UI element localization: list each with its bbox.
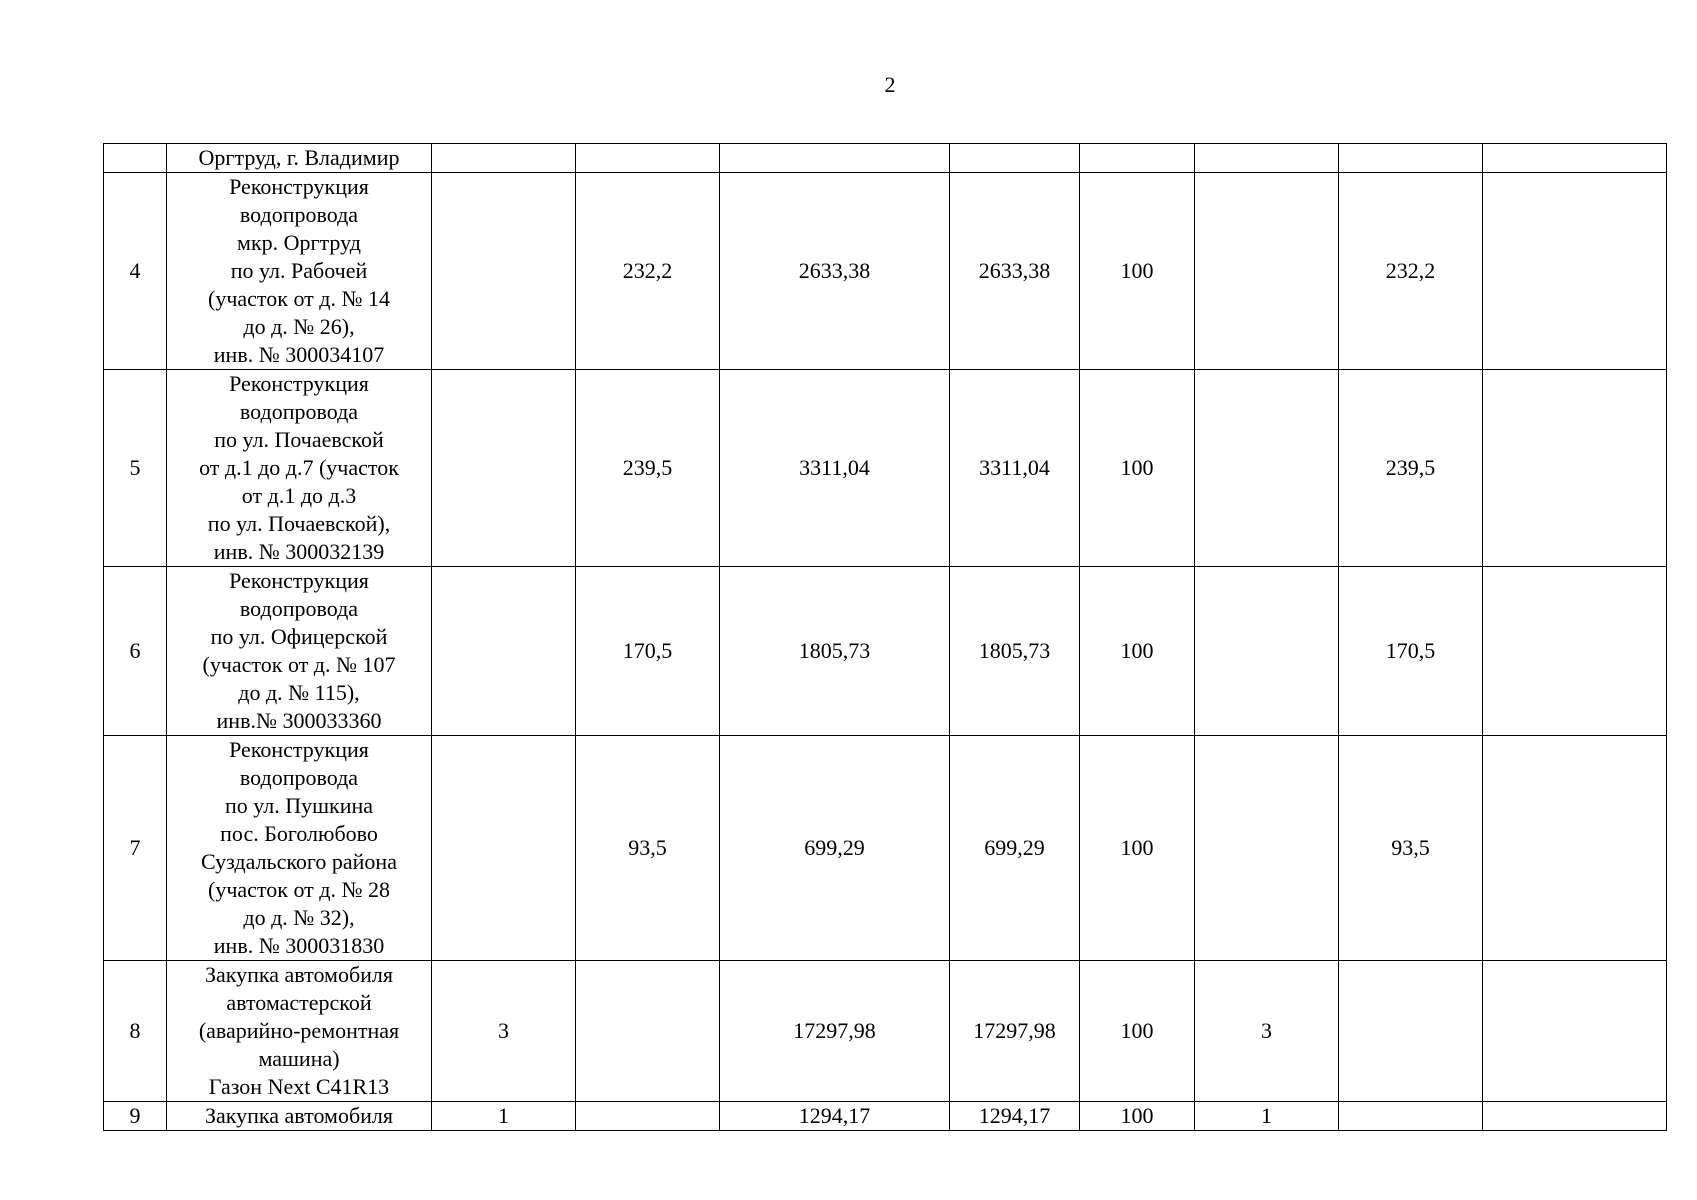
table-row xyxy=(104,1102,1667,1131)
cell-col4: 232,2 xyxy=(576,173,720,370)
cell-col3: 3 xyxy=(432,961,576,1102)
page-number: 2 xyxy=(884,72,896,97)
cell-description: Реконструкция водопровода по ул. Офицерской (участок от д. № 107 до д. № 115), инв.№ 300033360 xyxy=(167,567,432,736)
cell-col6: 17297,98 xyxy=(950,961,1080,1102)
cell-col6: 3311,04 xyxy=(950,370,1080,567)
cell-description: Закупка автомобиля автомастерской (аварийно-ремонтная машина) Газон Next C41R13 xyxy=(167,961,432,1102)
cell-col7: 100 xyxy=(1080,173,1195,370)
cell-col4: 170,5 xyxy=(576,567,720,736)
cell-col4 xyxy=(576,144,720,173)
cell-col9: 170,5 xyxy=(1339,567,1483,736)
cell-number: 4 xyxy=(104,173,167,370)
cell-col8: 1 xyxy=(1195,1102,1339,1131)
table-row xyxy=(104,173,1667,370)
cell-col4 xyxy=(576,961,720,1102)
cell-number: 5 xyxy=(104,370,167,567)
cell-col10 xyxy=(1483,567,1667,736)
cell-col6: 1805,73 xyxy=(950,567,1080,736)
table-row xyxy=(104,961,1667,1102)
cell-col8 xyxy=(1195,736,1339,961)
cell-col3 xyxy=(432,173,576,370)
cell-col8 xyxy=(1195,173,1339,370)
cell-col5: 3311,04 xyxy=(720,370,950,567)
cell-col9: 232,2 xyxy=(1339,173,1483,370)
cell-col10 xyxy=(1483,961,1667,1102)
cell-col6: 1294,17 xyxy=(950,1102,1080,1131)
cell-col3 xyxy=(432,370,576,567)
cell-number: 6 xyxy=(104,567,167,736)
table-row xyxy=(104,144,1667,173)
cell-col5: 17297,98 xyxy=(720,961,950,1102)
cell-col7: 100 xyxy=(1080,1102,1195,1131)
cell-col4: 239,5 xyxy=(576,370,720,567)
cell-col5: 1294,17 xyxy=(720,1102,950,1131)
cell-col3 xyxy=(432,567,576,736)
cell-description: Реконструкция водопровода по ул. Почаевской от д.1 до д.7 (участок от д.1 до д.3 по ул. Почаевской), инв. № 300032139 xyxy=(167,370,432,567)
cell-number xyxy=(104,144,167,173)
cell-number: 8 xyxy=(104,961,167,1102)
cell-number: 7 xyxy=(104,736,167,961)
cell-col8 xyxy=(1195,144,1339,173)
cell-description: Закупка автомобиля xyxy=(167,1102,432,1131)
cell-col9: 93,5 xyxy=(1339,736,1483,961)
cell-col7: 100 xyxy=(1080,370,1195,567)
works-table xyxy=(103,143,1667,1131)
cell-col6 xyxy=(950,144,1080,173)
cell-col3 xyxy=(432,736,576,961)
cell-col7: 100 xyxy=(1080,736,1195,961)
cell-col8 xyxy=(1195,370,1339,567)
cell-col6: 699,29 xyxy=(950,736,1080,961)
cell-col9 xyxy=(1339,1102,1483,1131)
cell-col9: 239,5 xyxy=(1339,370,1483,567)
cell-col4: 93,5 xyxy=(576,736,720,961)
cell-col5: 2633,38 xyxy=(720,173,950,370)
cell-col8 xyxy=(1195,567,1339,736)
cell-col5 xyxy=(720,144,950,173)
cell-col7 xyxy=(1080,144,1195,173)
cell-col10 xyxy=(1483,736,1667,961)
cell-col8: 3 xyxy=(1195,961,1339,1102)
cell-col3: 1 xyxy=(432,1102,576,1131)
cell-col7: 100 xyxy=(1080,567,1195,736)
cell-col9 xyxy=(1339,961,1483,1102)
cell-col5: 699,29 xyxy=(720,736,950,961)
cell-description: Реконструкция водопровода мкр. Оргтруд по ул. Рабочей (участок от д. № 14 до д. № 26), инв. № 300034107 xyxy=(167,173,432,370)
cell-col7: 100 xyxy=(1080,961,1195,1102)
cell-description: Реконструкция водопровода по ул. Пушкина пос. Боголюбово Суздальского района (участок от д. № 28 до д. № 32), инв. № 300031830 xyxy=(167,736,432,961)
cell-col6: 2633,38 xyxy=(950,173,1080,370)
cell-col9 xyxy=(1339,144,1483,173)
cell-col10 xyxy=(1483,173,1667,370)
cell-col10 xyxy=(1483,370,1667,567)
cell-col4 xyxy=(576,1102,720,1131)
cell-col10 xyxy=(1483,144,1667,173)
table-row xyxy=(104,736,1667,961)
cell-col10 xyxy=(1483,1102,1667,1131)
cell-col5: 1805,73 xyxy=(720,567,950,736)
table-row xyxy=(104,370,1667,567)
cell-description: Оргтруд, г. Владимир xyxy=(167,144,432,173)
cell-col3 xyxy=(432,144,576,173)
cell-number: 9 xyxy=(104,1102,167,1131)
table-row xyxy=(104,567,1667,736)
